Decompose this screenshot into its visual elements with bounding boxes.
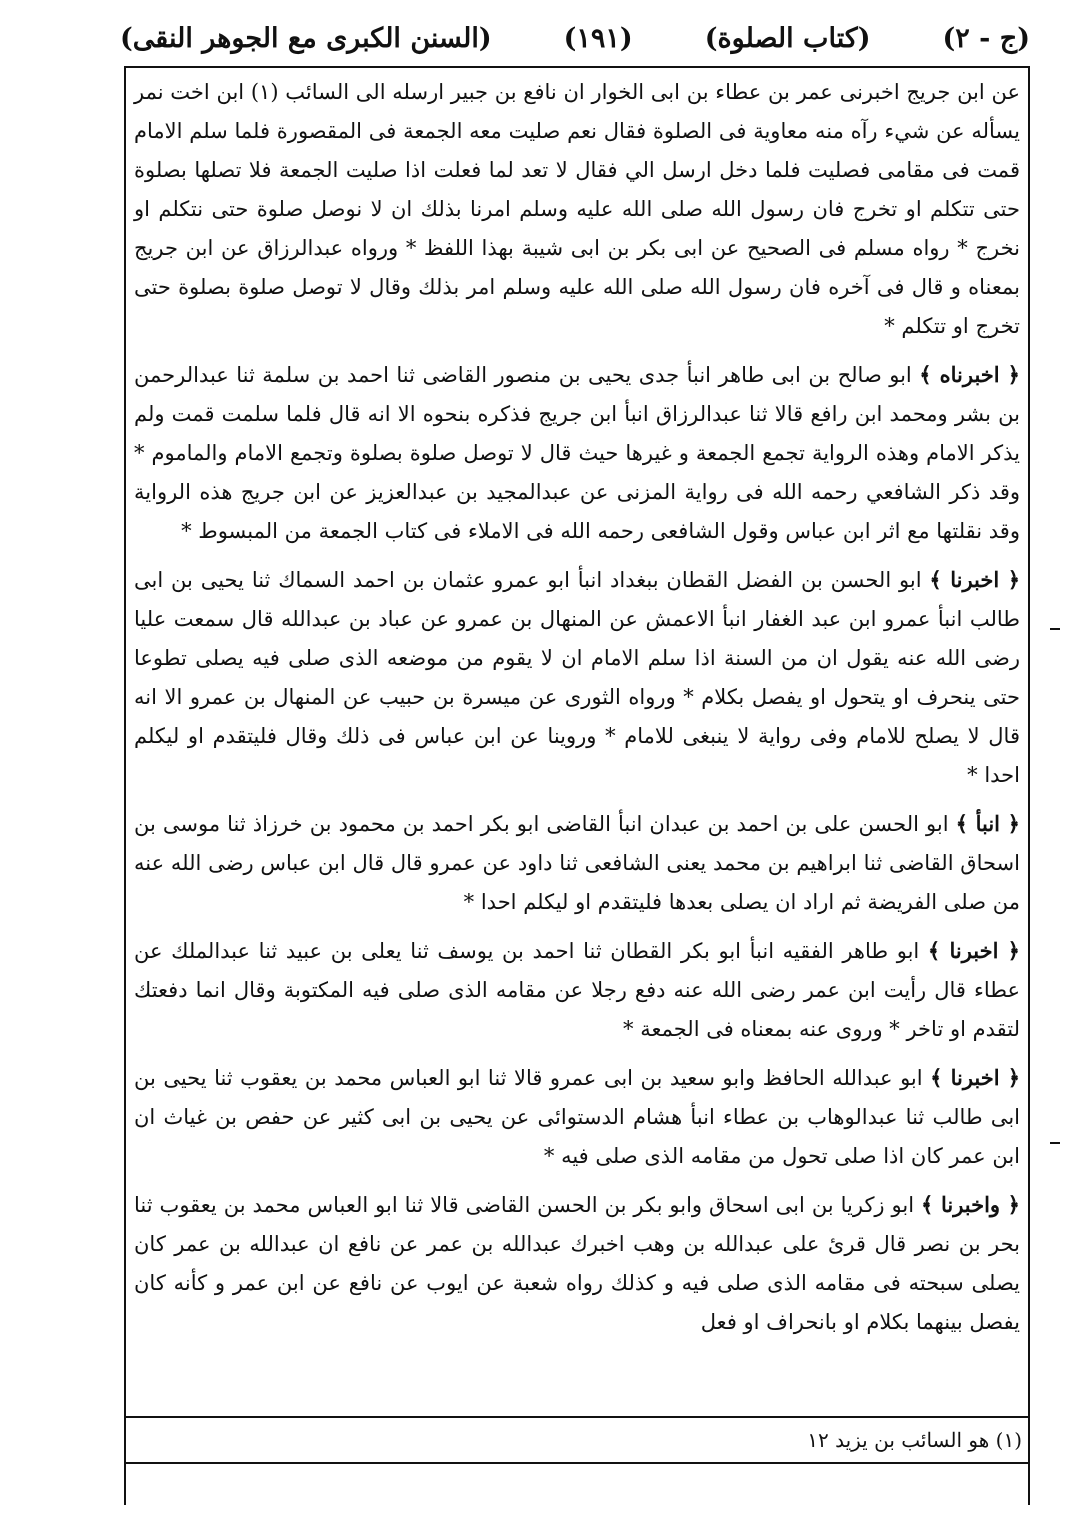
running-header [120,14,1030,62]
margin-tick [1050,1142,1060,1144]
volume-number: (ج - ٢) [942,22,1030,54]
footnote: (١) هو السائب بن يزيد ١٢ [807,1428,1022,1452]
paragraph: ﴿ اخبرنا ﴾ ابو طاهر الفقيه انبأ ابو بكر القطان ثنا احمد بن يوسف ثنا يعلى بن عبيد ثنا عبدالملك عن عطاء قال رأيت ابن عمر رضى الله عنه دفع رجلا عن مقامه الذى صلى فيه المكتوبة وقال انما دفعتك لتقدم او تاخر * وروى عنه بمعناه فى الجمعة * [134,938,1020,1041]
main-text [126,72,1028,1412]
chapter-title: (كتاب الصلوة) [704,22,871,54]
paragraph: ﴿ واخبرنا ﴾ ابو زكريا بن ابى اسحاق وابو بكر بن الحسن القاضى قالا ثنا ابو العباس محمد بن يعقوب ثنا بحر بن نصر قال قرئ على عبدالله بن وهب اخبرك عبدالله بن عمر عن نافع ان عبدالله بن عمر كان يصلى سبحته فى مقامه الذى صلى فيه و كذلك رواه شعبة عن ايوب عن نافع عن ابن عمر و كأنه كان يفصل بينهما بكلام او بانحراف او فعل [134,1192,1020,1334]
margin-tick [1050,628,1060,630]
paragraph: ﴿ اخبرناه ﴾ ابو صالح بن ابى طاهر انبأ جدى يحيى بن منصور القاضى ثنا احمد بن سلمة ثنا عبدالرحمن بن بشر ومحمد ابن رافع قالا ثنا عبدالرزاق انبأ ابن جريج فذكره بنحوه الا انه قال فلما سلمت قمت ولم يذكر الامام وهذه الرواية تجمع الجمعة و غيرها حيث قال لا توصل صلوة بصلوة وتجمع الامام والماموم * وقد ذكر الشافعي رحمه الله فى رواية المزنى عن عبدالمجيد بن عبدالعزيز عن ابن جريج هذه الرواية وقد نقلتها مع اثر ابن عباس وقول الشافعى رحمه الله فى الاملاء فى كتاب الجمعة من المبسوط * [134,362,1020,543]
paragraph: عن ابن جريج اخبرنى عمر بن عطاء بن ابى الخوار ان نافع بن جبير ارسله الى السائب (١) ابن اخت نمر يسأله عن شيء رآه منه معاوية فى الصلوة فقال نعم صليت معه الجمعة فى المقصورة فلما سلم الامام قمت فى مقامى فصليت فلما دخل ارسل الي فقال لا تعد لما فعلت اذا صليت الجمعة فلا تصلها بصلوة حتى تتكلم او تخرج فان رسول الله صلى الله عليه وسلم امرنا بذلك ان لا نوصل صلوة حتى نتكلم او نخرج * رواه مسلم فى الصحيح عن ابى بكر بن ابى شيبة بهذا اللفظ * ورواه عبدالرزاق عن ابن جريج بمعناه و قال فى آخره فان رسول الله صلى الله عليه وسلم امر بذلك وقال لا توصل صلوة بصلوة حتى تخرج او تتكلم * [134,80,1020,338]
book-title: (السنن الكبرى مع الجوهر النقى) [120,22,492,54]
footnote-divider [126,1416,1028,1418]
paragraph: ﴿ اخبرنا ﴾ ابو الحسن بن الفضل القطان ببغداد انبأ ابو عمرو عثمان بن احمد السماك ثنا يحيى بن ابى طالب انبأ عمرو ابن عبد الغفار انبأ الاعمش عن المنهال بن عمرو عن عباد بن عبدالله قال سمعت عليا رضى الله عنه يقول ان من السنة اذا سلم الامام ان لا يقوم من موضعه الذى صلى فيه يصلى تطوعا حتى ينحرف او يتحول او يفصل بكلام * ورواه الثورى عن ميسرة بن حبيب عن المنهال بن عمرو الا انه قال لا يصلح للامام وفى رواية لا ينبغى للامام * وروينا عن ابن عباس فى ذلك وقال فليتقدم او ليكلم احدا * [134,567,1020,787]
page-number: (١٩١) [563,22,633,54]
paragraph: ﴿ اخبرنا ﴾ ابو عبدالله الحافظ وابو سعيد بن ابى عمرو قالا ثنا ابو العباس محمد بن يعقوب ثنا يحيى بن ابى طالب ثنا عبدالوهاب بن عطاء انبأ هشام الدستوائى عن يحيى بن ابى كثير عن حفص بن غياث ان ابن عمر كان اذا صلى تحول من مقامه الذى صلى فيه * [134,1065,1021,1168]
bottom-divider [124,1462,1030,1464]
paragraph: ﴿ انبأ ﴾ ابو الحسن على بن احمد بن عبدان انبأ القاضى ابو بكر احمد بن محمود بن خرزاذ ثنا موسى بن اسحاق القاضى ثنا ابراهيم بن محمد يعنى الشافعى ثنا داود عن عمرو قال قال ابن عباس رضى الله عنه من صلى الفريضة ثم اراد ان يصلى بعدها فليتقدم او ليكلم احدا * [134,811,1020,914]
